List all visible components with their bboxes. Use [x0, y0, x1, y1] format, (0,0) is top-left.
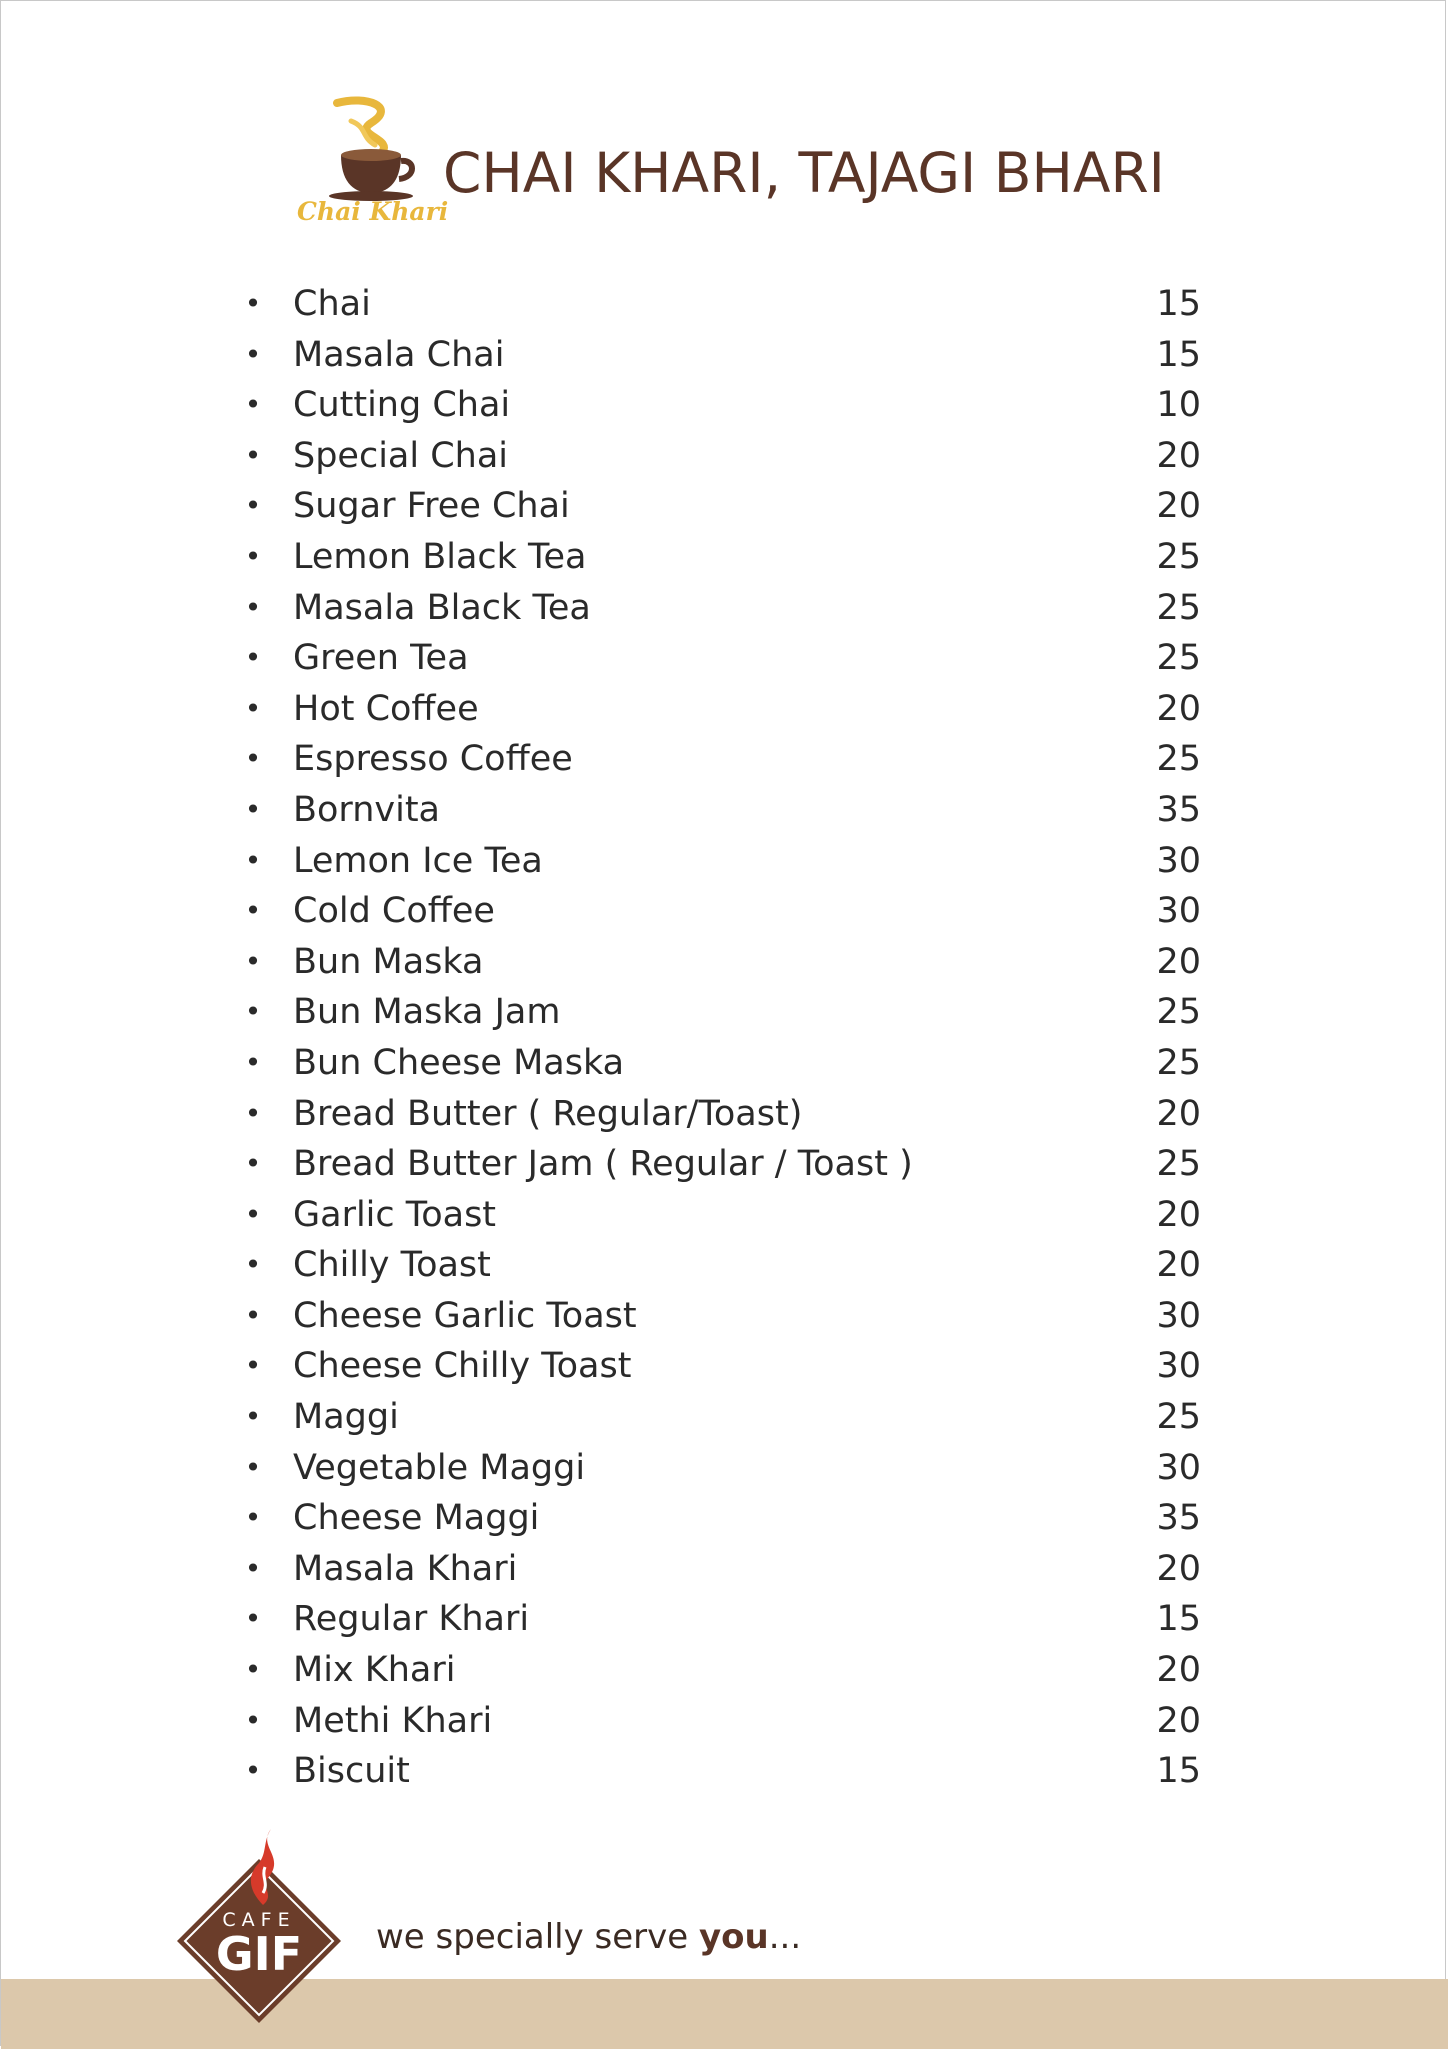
menu-item [241, 1594, 1241, 1645]
menu-item [241, 886, 1241, 937]
menu-item-price: 35 [1156, 789, 1201, 830]
menu-item-price: 25 [1156, 1042, 1201, 1083]
bullet: • [244, 287, 262, 320]
bullet: • [244, 843, 262, 877]
menu-item-name: Masala Black Tea [293, 587, 591, 628]
menu-item-price: 30 [1156, 1447, 1201, 1488]
menu-item [241, 1443, 1241, 1494]
menu-item-name: Sugar Free Chai [293, 486, 570, 527]
steaming-cup-icon [297, 93, 437, 203]
menu-item-price: 25 [1156, 1397, 1201, 1438]
menu-item-price: 15 [1156, 284, 1201, 324]
menu-item-price: 20 [1156, 1194, 1201, 1235]
bullet: • [244, 388, 262, 422]
menu-item [241, 1544, 1241, 1595]
bullet: • [244, 1248, 262, 1282]
bullet: • [244, 944, 262, 978]
tagline-suffix: ... [768, 1917, 802, 1957]
bullet: • [244, 1501, 262, 1535]
menu-item-name: Garlic Toast [293, 1194, 497, 1235]
menu-item-price: 35 [1156, 1498, 1201, 1539]
menu-item-price: 20 [1156, 1700, 1201, 1741]
tagline-prefix: we specially serve [376, 1917, 699, 1957]
menu-item-name: Cutting Chai [293, 385, 511, 426]
page-title: CHAI KHARI, TAJAGI BHARI [443, 141, 1165, 205]
bullet: • [244, 1045, 262, 1079]
menu-item [241, 279, 1241, 330]
bullet: • [244, 894, 262, 928]
menu-item [241, 380, 1241, 431]
menu-item-price: 30 [1156, 891, 1201, 932]
menu-item-name: Hot Coffee [293, 688, 479, 729]
bullet: • [244, 641, 262, 675]
menu-item-name: Biscuit [293, 1751, 410, 1792]
menu-item [241, 1645, 1241, 1696]
bullet: • [244, 539, 262, 573]
menu-item [241, 1089, 1241, 1140]
bullet: • [244, 1349, 262, 1383]
bullet: • [244, 742, 262, 776]
bullet: • [244, 1653, 262, 1687]
menu-item-price: 20 [1156, 688, 1201, 729]
menu-item-name: Cheese Maggi [293, 1498, 540, 1539]
chai-khari-logo [297, 93, 449, 233]
bullet: • [244, 438, 262, 472]
menu-item-name: Vegetable Maggi [293, 1447, 586, 1488]
menu-item-name: Bun Cheese Maska [293, 1042, 625, 1083]
menu-item-name: Bornvita [293, 789, 440, 830]
logo-cafe-text: CAFE [222, 1909, 296, 1931]
menu-item-name: Maggi [293, 1397, 399, 1438]
menu-item-name: Methi Khari [293, 1700, 493, 1741]
logo-brand-text: Chai Khari [297, 197, 449, 226]
menu-item-name: Mix Khari [293, 1650, 456, 1691]
menu-item-price: 10 [1156, 385, 1201, 426]
menu-item-price: 20 [1156, 1650, 1201, 1691]
menu-item [241, 1341, 1241, 1392]
bullet: • [244, 1197, 262, 1231]
bullet: • [244, 489, 262, 523]
menu-item-name: Bun Maska [293, 941, 484, 982]
bullet: • [244, 1602, 262, 1636]
menu-item-price: 25 [1156, 638, 1201, 679]
menu-item-name: Special Chai [293, 435, 509, 476]
bullet: • [244, 792, 262, 826]
menu-item [241, 937, 1241, 988]
menu-item-name: Regular Khari [293, 1599, 530, 1640]
menu-item [241, 1038, 1241, 1089]
menu-item [241, 481, 1241, 532]
menu-item-price: 25 [1156, 739, 1201, 780]
menu-item-price: 20 [1156, 1548, 1201, 1589]
menu-item-name: Bread Butter Jam ( Regular / Toast ) [293, 1144, 913, 1185]
menu-item [241, 1392, 1241, 1443]
menu-item-price: 25 [1156, 587, 1201, 628]
menu-item [241, 431, 1241, 482]
menu-item [241, 583, 1241, 634]
tagline-emphasis: you [699, 1917, 769, 1957]
menu-item [241, 836, 1241, 887]
bullet: • [244, 1450, 262, 1484]
menu-item [241, 785, 1241, 836]
menu-item-price: 25 [1156, 1144, 1201, 1185]
menu-item [241, 1139, 1241, 1190]
menu-item [241, 1240, 1241, 1291]
menu-item-price: 30 [1156, 1346, 1201, 1387]
tagline [376, 1917, 801, 1957]
menu-item-price: 25 [1156, 992, 1201, 1033]
menu-item [241, 734, 1241, 785]
menu-item-price: 15 [1156, 1751, 1201, 1792]
bullet: • [244, 1147, 262, 1181]
menu-item-name: Cold Coffee [293, 891, 495, 932]
menu-item-price: 30 [1156, 1295, 1201, 1336]
menu-item-price: 15 [1156, 1599, 1201, 1640]
bullet: • [244, 337, 262, 371]
menu-item [241, 633, 1241, 684]
bullet: • [244, 1298, 262, 1332]
bullet: • [244, 1400, 262, 1434]
bullet: • [244, 1754, 262, 1788]
menu-item-price: 25 [1156, 536, 1201, 577]
menu-item-name: Bun Maska Jam [293, 992, 561, 1033]
bullet: • [244, 1551, 262, 1585]
menu-item-name: Green Tea [293, 638, 469, 679]
menu-item [241, 532, 1241, 583]
menu-item-name: Espresso Coffee [293, 739, 573, 780]
menu-item [241, 1291, 1241, 1342]
bullet: • [244, 590, 262, 624]
menu-item [241, 987, 1241, 1038]
bullet: • [244, 995, 262, 1029]
menu-item-price: 15 [1156, 334, 1201, 375]
menu-item-name: Lemon Black Tea [293, 536, 587, 577]
menu-item-name: Cheese Chilly Toast [293, 1346, 632, 1387]
bullet: • [244, 1703, 262, 1737]
menu-item [241, 1190, 1241, 1241]
menu-item-name: Lemon Ice Tea [293, 840, 543, 881]
menu-item-price: 20 [1156, 1093, 1201, 1134]
menu-item [241, 684, 1241, 735]
menu-item-price: 20 [1156, 941, 1201, 982]
menu-list [241, 279, 1241, 1797]
menu-item-name: Cheese Garlic Toast [293, 1295, 637, 1336]
cafe-gif-logo [171, 1827, 347, 2027]
menu-item [241, 1746, 1241, 1797]
menu-item [241, 1493, 1241, 1544]
menu-item [241, 330, 1241, 381]
menu-item-price: 20 [1156, 435, 1201, 476]
menu-item-price: 20 [1156, 486, 1201, 527]
logo-gif-text: GIF [215, 1927, 303, 1981]
menu-item-price: 30 [1156, 840, 1201, 881]
menu-item-name: Chai [293, 284, 371, 324]
menu-item-price: 20 [1156, 1245, 1201, 1286]
menu-item-name: Masala Chai [293, 334, 505, 375]
menu-item-name: Masala Khari [293, 1548, 518, 1589]
bullet: • [244, 691, 262, 725]
menu-item-name: Bread Butter ( Regular/Toast) [293, 1093, 803, 1134]
menu-item-name: Chilly Toast [293, 1245, 491, 1286]
bullet: • [244, 1096, 262, 1130]
menu-item [241, 1696, 1241, 1747]
